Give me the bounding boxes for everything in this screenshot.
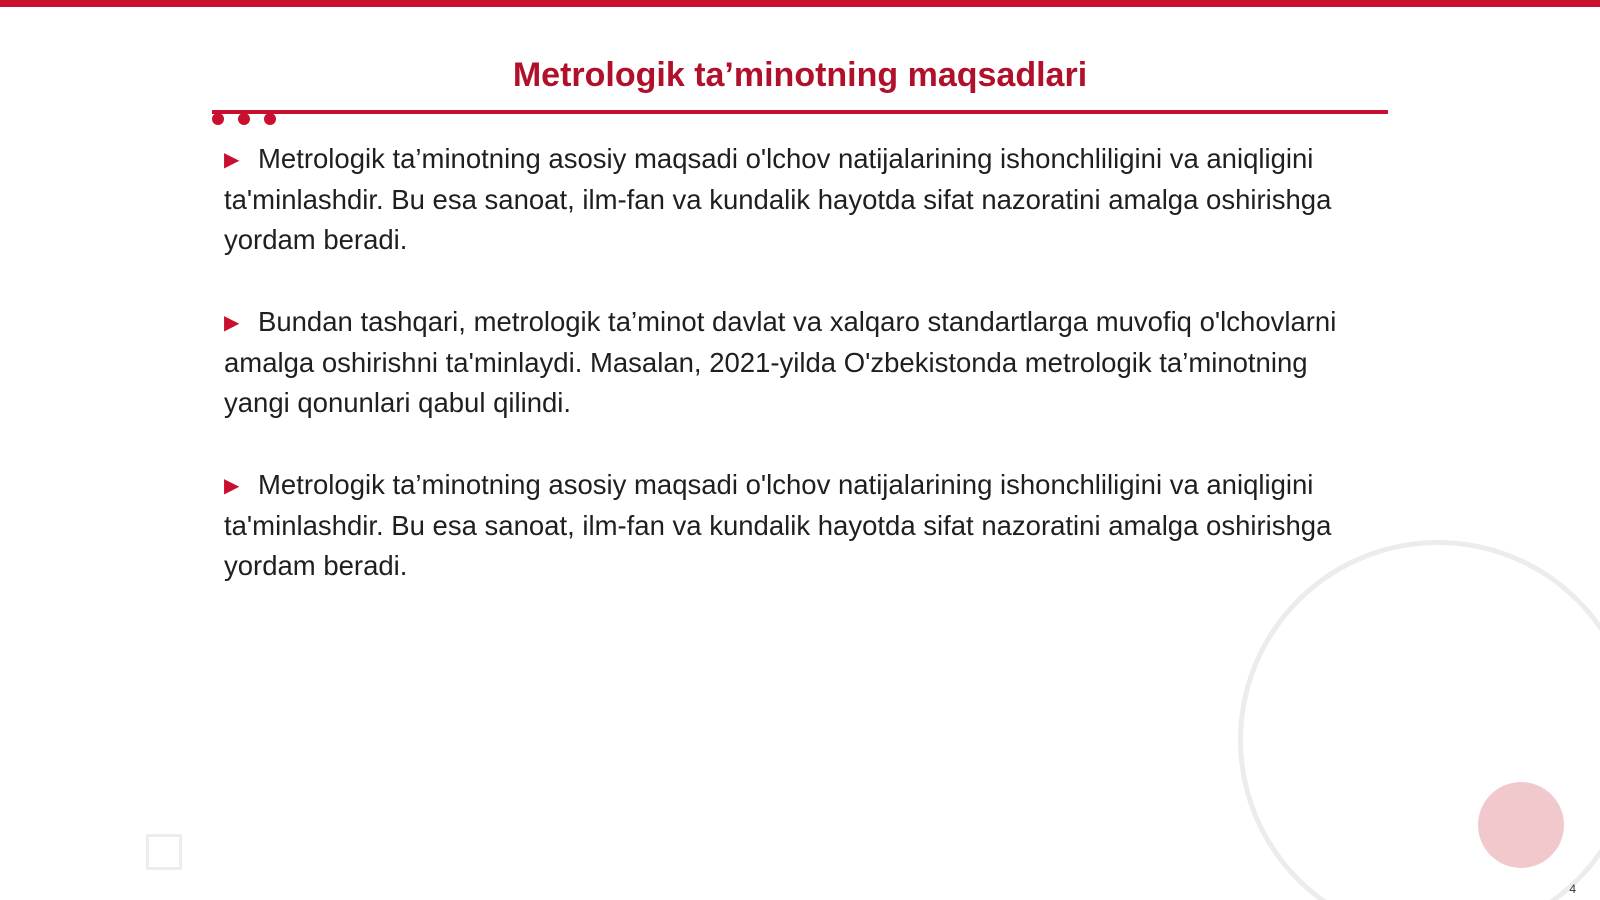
triangle-bullet-icon: ▶ — [224, 149, 240, 171]
decor-dot — [238, 113, 250, 125]
bullet-item — [224, 302, 1344, 423]
bullet-text: Metrologik ta’minotning asosiy maqsadi o'lchov natijalarining ishonchliligini va aniqligini ta'minlashdir. Bu esa sanoat, ilm-fan va kundalik hayotda sifat nazoratini amalga oshirishga yordam beradi. — [224, 143, 1332, 255]
decor-dot — [212, 113, 224, 125]
bullet-list — [224, 139, 1344, 628]
top-accent-bar — [0, 0, 1600, 7]
triangle-bullet-icon: ▶ — [224, 475, 240, 497]
title-dots-decoration — [212, 113, 282, 127]
decor-dot — [264, 113, 276, 125]
decorative-circle — [1478, 782, 1564, 868]
decorative-square — [146, 834, 182, 870]
triangle-bullet-icon: ▶ — [224, 312, 240, 334]
slide-title: Metrologik ta’minotning maqsadlari — [512, 56, 1088, 94]
bullet-text: Bundan tashqari, metrologik ta’minot davlat va xalqaro standartlarga muvofiq o'lchovlarni amalga oshirishni ta'minlaydi. Masalan, 2021-yilda O'zbekistonda metrologik ta’minotning yangi qonunlari qabul qilindi. — [224, 306, 1337, 418]
title-underline — [212, 110, 1388, 114]
bullet-item — [224, 465, 1344, 586]
bullet-item — [224, 139, 1344, 260]
page-number: 4 — [1569, 882, 1576, 896]
bullet-text: Metrologik ta’minotning asosiy maqsadi o'lchov natijalarining ishonchliligini va aniqligini ta'minlashdir. Bu esa sanoat, ilm-fan va kundalik hayotda sifat nazoratini amalga oshirishga yordam beradi. — [224, 469, 1332, 581]
